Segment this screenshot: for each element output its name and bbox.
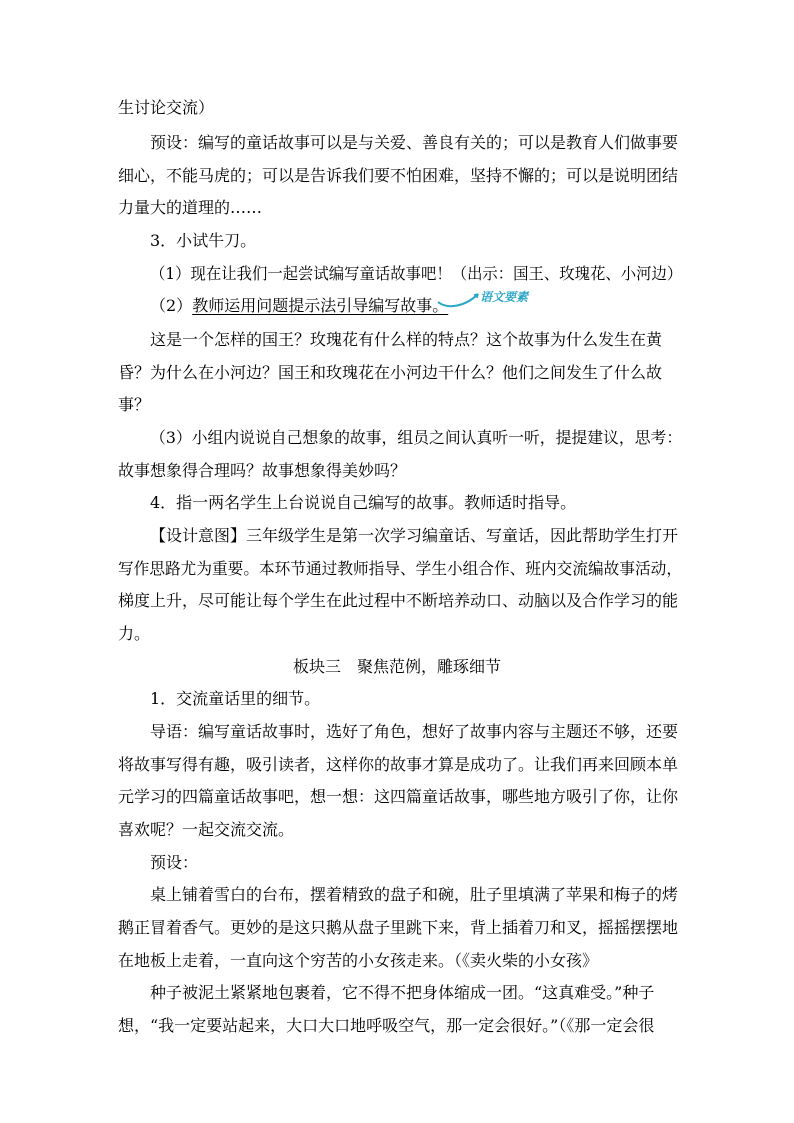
paragraph-line: 将故事写得有趣，吸引读者，这样你的故事才算是成功了。让我们再来回顾本单	[118, 755, 679, 774]
paragraph-line: 写作思路尤为重要。本环节通过教师指导、学生小组合作、班内交流编故事活动，	[118, 559, 683, 578]
paragraph-line: 事？	[118, 395, 151, 414]
paragraph-line: （1）现在让我们一起尝试编写童话故事吧！（出示：国王、玫瑰花、小河边）	[150, 264, 683, 283]
section-item: 3．小试牛刀。	[150, 231, 257, 250]
paragraph-line: 预设：编写的童话故事可以是与关爱、善良有关的；可以是教育人们做事要	[150, 133, 679, 152]
section-heading: 板块三 聚焦范例，雕琢细节	[292, 657, 501, 676]
paragraph-line: 导语：编写童话故事时，选好了角色，想好了故事内容与主题还不够，还要	[150, 722, 679, 741]
paragraph-line: 种子被泥土紧紧地包裹着，它不得不把身体缩成一团。“这真难受。”种子	[150, 983, 655, 1002]
paragraph-line: 喜欢呢？一起交流交流。	[118, 820, 295, 839]
paragraph-line: 元学习的四篇童话故事吧，想一想：这四篇童话故事，哪些地方吸引了你，让你	[118, 787, 679, 806]
paragraph-line: 桌上铺着雪白的台布，摆着精致的盘子和碗，肚子里填满了苹果和梅子的烤	[150, 885, 679, 904]
paragraph-line: （3）小组内说说自己想象的故事，组员之间认真听一听，提提建议，思考：	[150, 428, 683, 447]
paragraph-line: 细心，不能马虎的；可以是告诉我们要不怕困难，坚持不懈的；可以是说明团结	[118, 166, 679, 185]
paragraph-line: 力。	[118, 624, 151, 643]
annotation-callout	[436, 286, 546, 312]
paragraph-line: 鹅正冒着香气。更妙的是这只鹅从盘子里跳下来，背上插着刀和叉，摇摇摆摆地	[118, 918, 679, 937]
paragraph-line: 想，“我一定要站起来，大口大口地呼吸空气，那一定会很好。”（《那一定会很	[118, 1016, 655, 1035]
paragraph-line: 生讨论交流）	[118, 98, 215, 117]
paragraph-line: 昏？为什么在小河边？国王和玫瑰花在小河边干什么？他们之间发生了什么故	[118, 363, 663, 382]
paragraph-line: 在地板上走着，一直向这个穷苦的小女孩走来。（《卖火柴的小女孩》	[118, 951, 599, 970]
underlined-paragraph	[150, 296, 448, 316]
paragraph-line: 梯度上升，尽可能让每个学生在此过程中不断培养动口、动脑以及合作学习的能	[118, 591, 679, 610]
paragraph-line: 这是一个怎样的国王？玫瑰花有什么样的特点？这个故事为什么发生在黄	[150, 330, 663, 349]
section-item: 1．交流童话里的细节。	[150, 689, 321, 708]
paragraph-line: 力量大的道理的……	[118, 198, 263, 217]
paragraph-line: 预设：	[150, 853, 199, 872]
annotation-label: 语文要素	[480, 290, 529, 304]
item-prefix: （2）	[150, 296, 193, 315]
underlined-text: 教师运用问题提示法引导编写故事。	[192, 296, 449, 315]
paragraph-line: 【设计意图】三年级学生是第一次学习编童话、写童话，因此帮助学生打开	[150, 526, 679, 545]
section-item: 4．指一两名学生上台说说自己编写的故事。教师适时指导。	[150, 493, 577, 512]
paragraph-line: 故事想象得合理吗？故事想象得美妙吗？	[118, 461, 407, 480]
